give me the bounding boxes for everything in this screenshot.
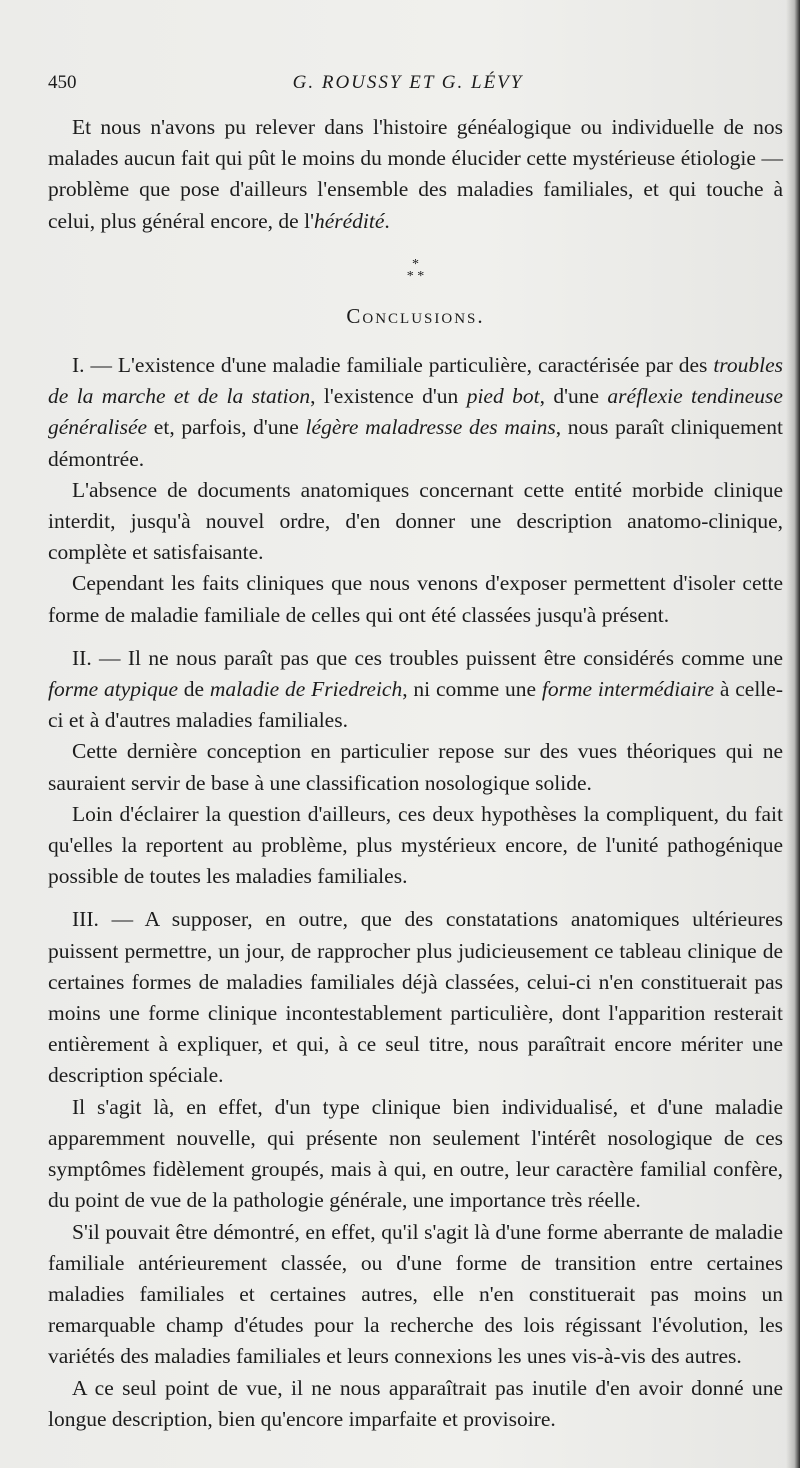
conclusion-1-paragraph-2: L'absence de documents anatomiques concernant cette entité morbide clinique interdit, jusqu'à nouvel ordre, d'en donner une description anatomo-clinique, complète et satisfaisante. (48, 477, 783, 565)
conclusion-3-paragraph-3: S'il pouvait être démontré, en effet, qu'il s'agit là d'une forme aberrante de maladie familiale antérieurement classée, ou d'une forme de transition entre certaines maladies familiales et certaines autres, elle n'en constituerait pas moins un remarquable champ d'études pour la recherche des lois régissant l'évolution, les variétés des maladies familiales et leurs connexions les unes vis-à-vis des autres. (48, 1219, 783, 1369)
page-number: 450 (48, 72, 77, 93)
conclusion-2-paragraph-2: Cette dernière conception en particulier repose sur des vues théoriques qui ne sauraient servir de base à une classification nosologique solide. (48, 739, 783, 795)
conclusion-2-paragraph: II. — Il ne nous paraît pas que ces troubles puissent être considérés comme une forme atypique de maladie de Friedreich, ni comme une forme intermédiaire à celle-ci et à d'autres maladies familiales. (48, 645, 783, 733)
asterism-top: * (412, 256, 419, 272)
intro-paragraph: Et nous n'avons pu relever dans l'histoire généalogique ou individuelle de nos malades aucun fait qui pût le moins du monde élucider cette mystérieuse étiologie — problème que pose d'ailleurs l'ensemble des maladies familiales, et qui touche à celui, plus général encore, de l'hérédité. (48, 115, 783, 233)
conclusion-2-paragraph-3: Loin d'éclairer la question d'ailleurs, ces deux hypothèses la compliquent, du fait qu'elles la reportent au problème, plus mystérieux encore, de l'unité pathogénique possible de toutes les maladies familiales. (48, 801, 783, 889)
conclusion-3-paragraph: III. — A supposer, en outre, que des constatations anatomiques ultérieures puissent permettre, un jour, de rapprocher plus judicieusement ce tableau clinique de certaines formes de maladies familiales déjà classées, celui-ci n'en constituerait pas moins une forme clinique incontestablement particulière, dont l'apparition resterait entièrement à expliquer, et qui, à ce seul titre, nous paraîtrait encore mériter une description spéciale. (48, 907, 783, 1088)
conclusion-1-paragraph: I. — L'existence d'une maladie familiale particulière, caractérisée par des troubles de la marche et de la station, l'existence d'un pied bot, d'une aréflexie tendineuse généralisée et, parfois, d'une légère maladresse des mains, nous paraît cliniquement démontrée. (48, 353, 784, 471)
emphasis-heredite: hérédité (313, 208, 385, 233)
running-head: G. ROUSSY ET G. LÉVY (292, 72, 524, 93)
conclusion-3-paragraph-2: Il s'agit là, en effet, d'un type clinique bien individualisé, et d'une maladie apparemment nouvelle, qui présente non seulement l'intérêt nosologique de ces symptômes fidèlement groupés, mais à qui, en outre, leur caractère familial confère, du point de vue de la pathologie générale, une importance très réelle. (48, 1094, 783, 1213)
conclusion-1-paragraph-3: Cependant les faits cliniques que nous venons d'exposer permettent d'isoler cette forme de maladie familiale de celles qui ont été classées jusqu'à présent. (48, 571, 783, 627)
asterism (48, 256, 783, 284)
asterism-bottom: * * (406, 268, 425, 284)
body-text (48, 112, 783, 1435)
page-header (48, 72, 768, 96)
conclusion-3-paragraph-4: A ce seul point de vue, il ne nous apparaîtrait pas inutile d'en avoir donné une longue description, bien qu'encore imparfaite et provisoire. (48, 1375, 783, 1431)
section-title: Conclusions. (346, 303, 485, 328)
binding-shadow (786, 0, 800, 1468)
